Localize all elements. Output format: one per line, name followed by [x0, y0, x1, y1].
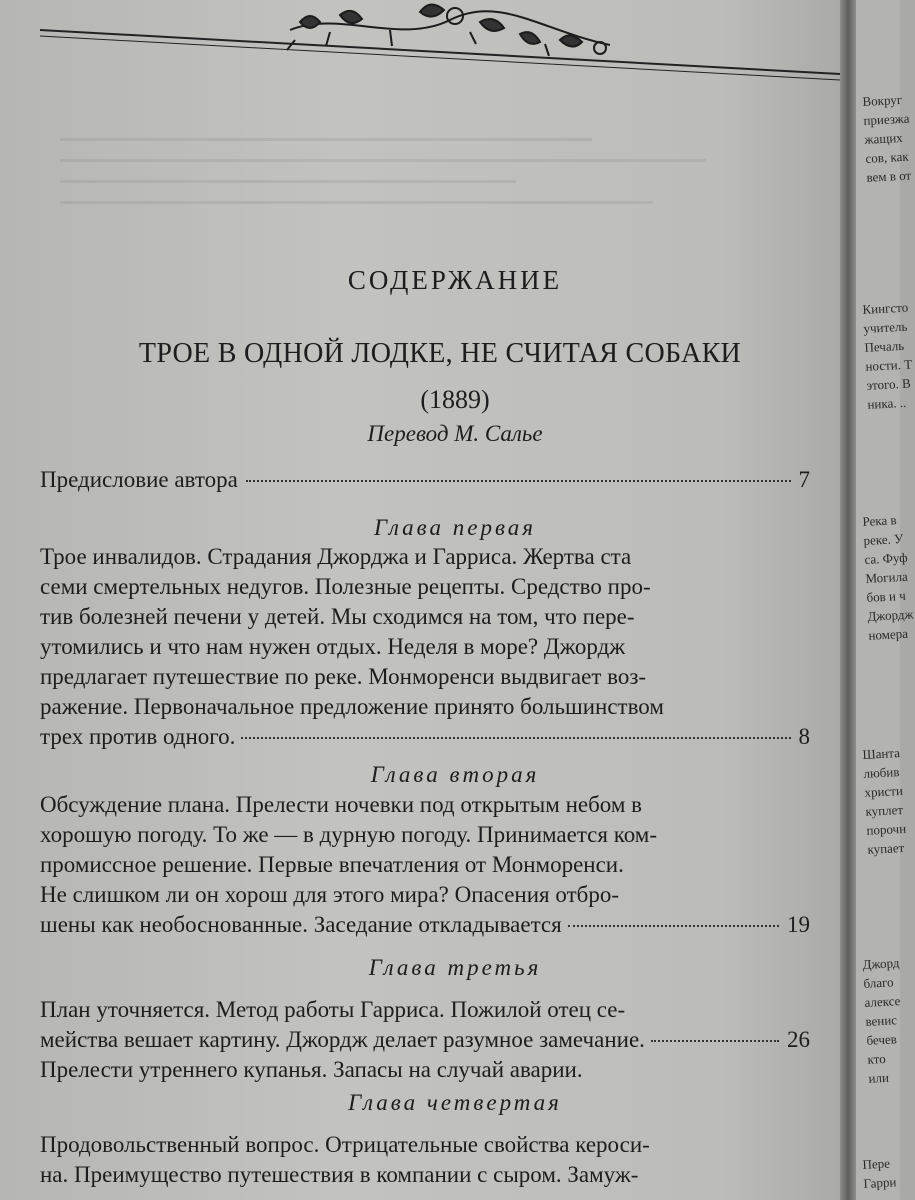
facing-page-fragment: Пере — [862, 1155, 891, 1172]
facing-page-fragment: кто — [867, 1050, 886, 1067]
facing-page-fragment: реке. У — [863, 530, 904, 548]
chapter-summary[interactable] — [40, 790, 830, 940]
toc-page-number: 7 — [798, 467, 810, 492]
chapter-heading: Глава вторая — [370, 762, 540, 787]
facing-page-fragment: бечев — [866, 1031, 898, 1048]
summary-line: шены как необоснованные. Заседание откладывается — [40, 912, 562, 937]
facing-page-fragment: Река в — [862, 512, 897, 529]
dot-leader — [241, 737, 790, 739]
facing-page-block — [862, 743, 908, 859]
chapter-summary[interactable] — [40, 1130, 830, 1190]
summary-line: Трое инвалидов. Страдания Джорджа и Гарриса. Жертва ста — [40, 544, 632, 569]
facing-page-fragment: учитель — [863, 318, 908, 336]
dot-leader — [246, 480, 791, 482]
chapter-summary[interactable] — [40, 995, 830, 1085]
summary-line: Не слишком ли он хорош для этого мира? Опасения отбро- — [40, 882, 619, 907]
summary-line: семи смертельных недугов. Полезные рецепты. Средство про- — [40, 574, 651, 599]
facing-page-block — [862, 510, 915, 645]
summary-line: Обсуждение плана. Прелести ночевки под открытым небом в — [40, 792, 643, 817]
translator-credit: Перевод М. Салье — [367, 421, 543, 446]
facing-page-fragment: Джордж — [867, 606, 914, 624]
facing-page-fragment: венис — [865, 1012, 898, 1029]
facing-page-fragment: Могила — [865, 568, 909, 586]
summary-line: мейства вешает картину. Джордж делает разумное замечание. — [40, 1027, 645, 1052]
facing-page-block — [862, 90, 913, 187]
chapter-heading: Глава третья — [368, 955, 542, 980]
summary-line-last — [40, 722, 810, 752]
facing-page-fragment: благо — [863, 974, 894, 991]
page-title: СОДЕРЖАНИЕ — [347, 265, 563, 295]
facing-page-fragment: алексе — [864, 993, 901, 1010]
toc-page-number: 26 — [787, 1027, 810, 1052]
summary-line: предлагает путешествие по реке. Монморенси выдвигает воз- — [40, 664, 647, 689]
facing-page-fragment: Джорд — [862, 955, 900, 972]
dot-leader — [651, 1040, 779, 1042]
chapter-heading: Глава первая — [374, 515, 536, 540]
facing-page-block — [862, 298, 915, 414]
facing-page-fragment: купает — [867, 839, 905, 857]
summary-line: трех против одного. — [40, 724, 236, 749]
summary-line: Продовольственный вопрос. Отрицательные свойства кероси- — [40, 1132, 650, 1157]
summary-line-last — [40, 910, 810, 940]
summary-line: хорошую погоду. То же — в дурную погоду. Принимается ком- — [40, 822, 658, 847]
dot-leader — [568, 925, 779, 927]
facing-page-fragment: Печаль — [864, 337, 905, 355]
facing-page-fragment: бов и ч — [866, 587, 907, 605]
facing-page-fragment: порочн — [866, 820, 907, 838]
summary-line: тив болезней печени у детей. Мы сходимся на том, что пере- — [40, 604, 635, 629]
summary-line-with-page — [40, 1025, 810, 1055]
facing-page-fragment: любив — [863, 764, 900, 781]
summary-line: Прелести утреннего купанья. Запасы на случай аварии. — [40, 1057, 583, 1082]
facing-page-fragment: Вокруг — [862, 91, 903, 109]
chapter-summary[interactable] — [40, 542, 830, 752]
summary-line: План уточняется. Метод работы Гарриса. Пожилой отец се- — [40, 997, 626, 1022]
facing-page-fragment: приезжа — [863, 110, 910, 128]
summary-line: промиссное решение. Первые впечатления от Монморенси. — [40, 852, 624, 877]
facing-page-fragment: жащих — [864, 129, 904, 147]
floral-ornament-icon — [0, 0, 840, 90]
facing-page — [856, 0, 914, 1200]
facing-page-fragment: са. Фуф — [864, 549, 908, 567]
book-title: ТРОЕ В ОДНОЙ ЛОДКЕ, НЕ СЧИТАЯ СОБАКИ — [138, 338, 742, 369]
facing-page-fragment: ности. Т — [865, 356, 913, 374]
facing-page-fragment: христи — [864, 782, 904, 800]
facing-page-fragment: номера — [868, 625, 909, 643]
toc-page-number: 19 — [787, 912, 810, 937]
book-year: (1889) — [420, 385, 490, 414]
toc-page-number: 8 — [798, 724, 810, 749]
facing-page-fragment: ника. .. — [867, 394, 907, 412]
facing-page-fragment: или — [868, 1069, 890, 1086]
facing-page-fragment: Кингсто — [862, 299, 909, 317]
book-gutter — [840, 0, 856, 1200]
facing-page-fragment: этого. В — [866, 375, 912, 393]
summary-line: ражение. Первоначальное предложение принято большинством — [40, 694, 664, 719]
facing-page-fragment: Шанта — [862, 745, 901, 762]
facing-page-fragment: куплет — [865, 801, 904, 819]
summary-line: на. Преимущество путешествия в компании с сыром. Замуж- — [40, 1162, 639, 1187]
toc-entry-label: Предисловие автора — [40, 467, 238, 492]
facing-page-fragment: вем в от — [866, 167, 912, 185]
facing-page-block — [862, 953, 906, 1088]
toc-entry-preface[interactable] — [40, 465, 810, 495]
facing-page-fragment: сов, как — [865, 148, 909, 166]
chapter-heading: Глава четвертая — [348, 1090, 562, 1115]
bleed-through-text — [60, 120, 820, 270]
summary-line: утомились и что нам нужен отдых. Неделя в море? Джордж — [40, 634, 626, 659]
facing-page-block — [862, 1153, 897, 1193]
facing-page-fragment: Гарри — [863, 1174, 897, 1191]
